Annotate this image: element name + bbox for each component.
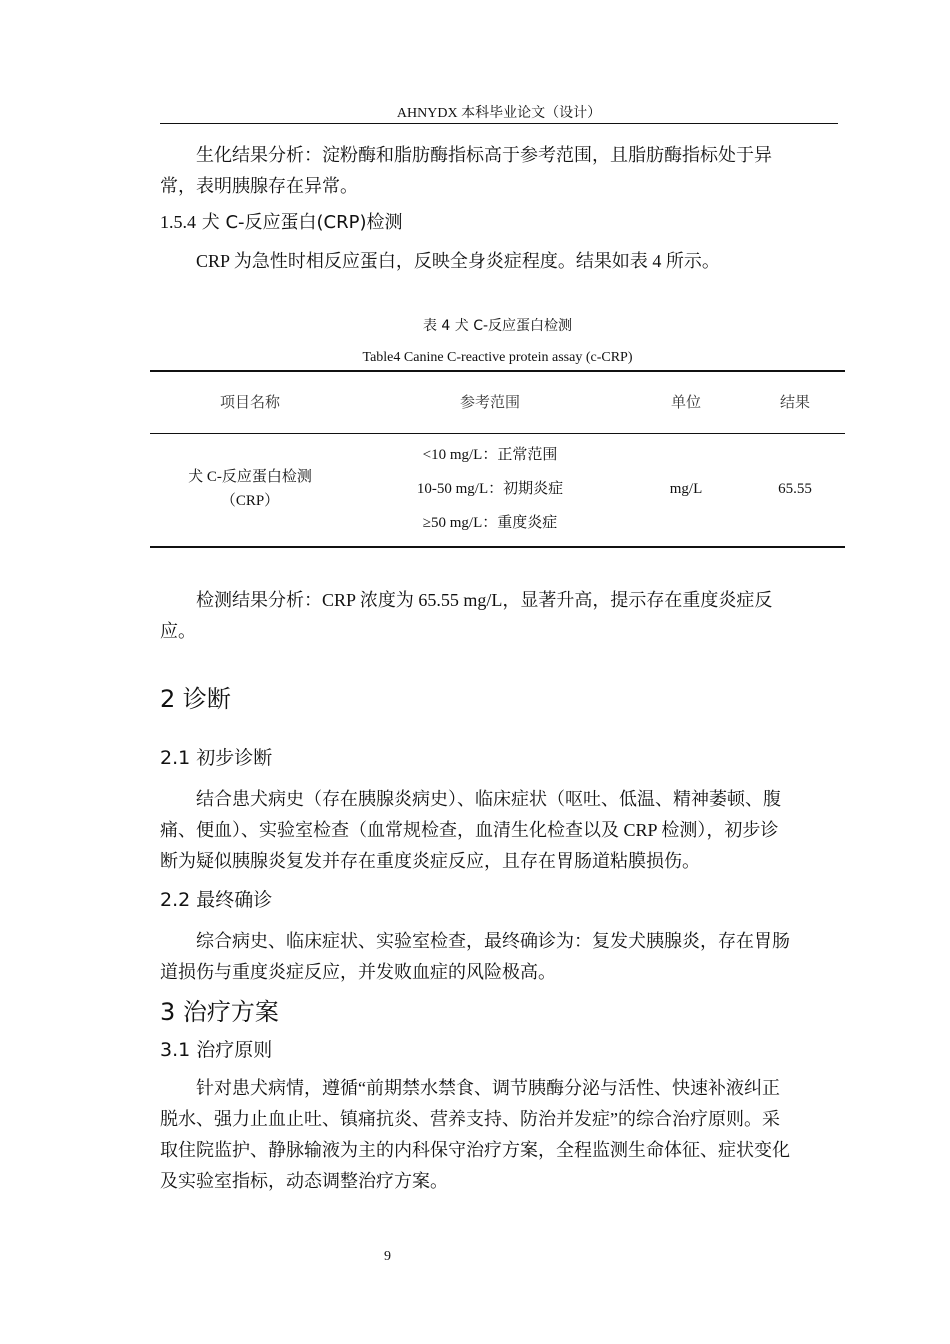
chapter-heading-3: 3 治疗方案	[160, 998, 279, 1026]
table-bottom-rule	[150, 546, 845, 548]
section-heading-2-1: 2.1 初步诊断	[160, 747, 273, 769]
table-cell-item	[150, 467, 350, 511]
table-header-unit: 单位	[670, 393, 701, 411]
paragraph-line: 生化结果分析：淀粉酶和脂肪酶指标高于参考范围，且脂肪酶指标处于异	[196, 145, 772, 165]
paragraph-line: 针对患犬病情，遵循“前期禁水禁食、调节胰酶分泌与活性、快速补液纠正	[196, 1078, 780, 1098]
paragraph-line: 常，表明胰腺存在异常。	[160, 176, 358, 196]
section-title: 犬 C-反应蛋白(CRP)检测	[201, 212, 403, 233]
paragraph-line: 道损伤与重度炎症反应，并发败血症的风险极高。	[160, 962, 556, 982]
chapter-heading-2: 2 诊断	[160, 685, 231, 713]
item-abbr: （CRP）	[220, 493, 280, 509]
paragraph-crp-intro: CRP 为急性时相反应蛋白，反映全身炎症程度。结果如表 4 所示。	[196, 251, 720, 271]
table-top-rule	[150, 370, 845, 372]
section-heading-3-1: 3.1 治疗原则	[160, 1039, 273, 1061]
table-header-result: 结果	[779, 393, 810, 411]
page-number: 9	[384, 1249, 391, 1264]
paragraph-line: 及实验室指标，动态调整治疗方案。	[160, 1171, 448, 1191]
section-heading-1-5-4	[160, 210, 403, 235]
paragraph-line: 痛、便血）、实验室检查（血常规检查，血清生化检查以及 CRP 检测），初步诊	[160, 820, 779, 840]
table-caption-en: Table4 Canine C-reactive protein assay (c-CRP)	[362, 350, 633, 365]
paragraph-line: 检测结果分析：CRP 浓度为 65.55 mg/L，显著升高，提示存在重度炎症反	[196, 590, 773, 610]
table-cell-result: 65.55	[778, 481, 812, 497]
table-cell-range-severe: ≥50 mg/L：重度炎症	[422, 515, 558, 531]
paragraph-final-diagnosis	[160, 926, 838, 988]
table-cell-range-normal: <10 mg/L：正常范围	[422, 447, 558, 463]
table-cell-range-early: 10-50 mg/L：初期炎症	[416, 481, 564, 497]
paragraph-treatment-principle	[160, 1073, 838, 1197]
paragraph-line: 取住院监护、静脉输液为主的内科保守治疗方案，全程监测生命体征、症状变化	[160, 1140, 790, 1160]
table-caption-cn: 表 4 犬 C-反应蛋白检测	[422, 318, 573, 334]
item-name: 犬 C-反应蛋白检测	[188, 469, 312, 485]
running-header: AHNYDX 本科毕业论文（设计）	[396, 106, 602, 121]
table-mid-rule	[150, 433, 845, 434]
paragraph-line: 应。	[160, 621, 196, 641]
table-header-item: 项目名称	[219, 393, 280, 411]
paragraph-line: 综合病史、临床症状、实验室检查，最终确诊为：复发犬胰腺炎，存在胃肠	[196, 931, 790, 951]
paragraph-crp-analysis	[160, 585, 838, 647]
table-cell-unit: mg/L	[669, 481, 703, 497]
table-header-range: 参考范围	[459, 393, 520, 411]
paragraph-line: 结合患犬病史（存在胰腺炎病史）、临床症状（呕吐、低温、精神萎顿、腹	[196, 789, 781, 809]
header-rule	[160, 123, 838, 124]
paragraph-line: 断为疑似胰腺炎复发并存在重度炎症反应，且存在胃肠道粘膜损伤。	[160, 851, 700, 871]
section-heading-2-2: 2.2 最终确诊	[160, 889, 273, 911]
section-number: 1.5.4	[160, 212, 196, 232]
paragraph-biochem-analysis	[160, 140, 838, 202]
paragraph-line: 脱水、强力止血止吐、镇痛抗炎、营养支持、防治并发症”的综合治疗原则。采	[160, 1109, 780, 1129]
paragraph-preliminary-diagnosis	[160, 784, 838, 877]
